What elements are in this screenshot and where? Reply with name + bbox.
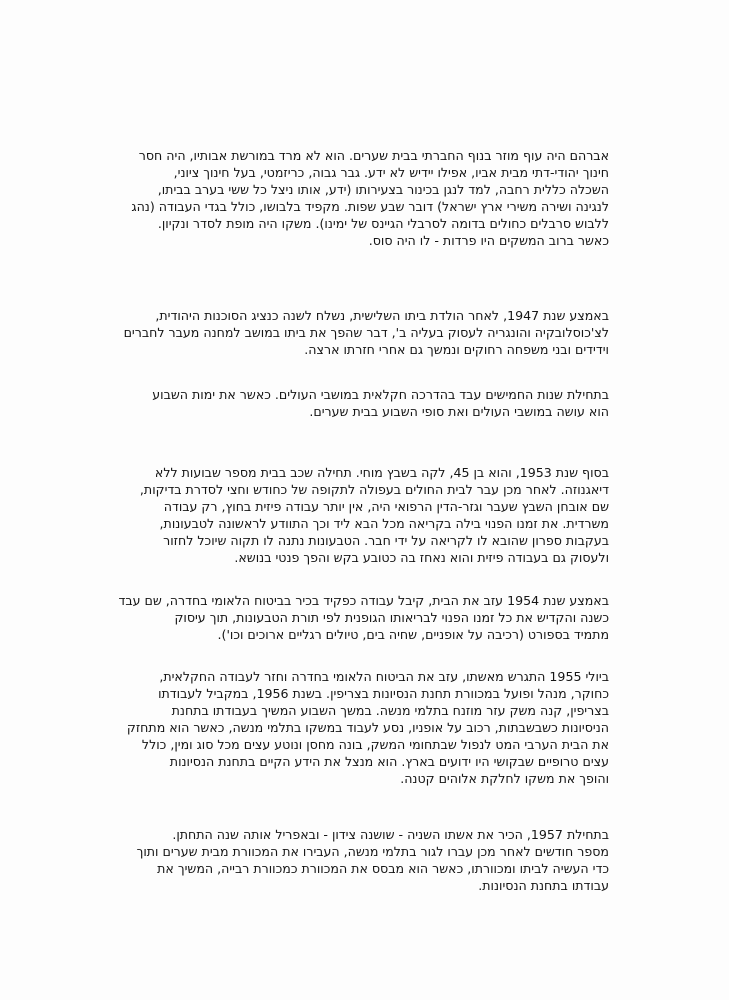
text-line: בעקבות ספרון שהובא לו לקריאה על ידי חבר. הטבעונות נתנה לו תקוה שיוכל לחזור bbox=[163, 533, 609, 548]
text-line: את הבית הערבי המט לנפול שבתחומי המשק, בונה מחסן ונוטע עצים מכל סוג ומין, כולל bbox=[141, 737, 609, 752]
text-line: ולעסוק גם בעבודה פיזית והוא נאחז בה כטובע בקש והפך פנטי בנושא. bbox=[234, 550, 609, 565]
text-line: הוא עושה במושבי העולים ואת סופי השבוע בבית שערים. bbox=[309, 404, 609, 419]
text-line: בסוף שנת 1953, והוא בן 45, לקה בשבץ מוחי. תחילה שכב בבית מספר שבועות ללא bbox=[154, 465, 609, 480]
text-line: וידידים ובני משפחה רחוקים ונמשך גם אחרי חזרתו ארצה. bbox=[304, 342, 609, 357]
text-line: והופך את משקו לחלקת אלוהים קטנה. bbox=[400, 771, 609, 786]
text-line: ביולי 1955 התגרש מאשתו, עזב את הביטוח הלאומי בחדרה וחזר לעבודה החקלאית, bbox=[159, 669, 609, 684]
text-line: בתחילת 1957, הכיר את אשתו השניה - שושנה צידון - ובאפריל אותה שנה התחתן. bbox=[172, 827, 609, 842]
text-line: שם אובחן השבץ שעבר וגזר-הדין הרפואי היה, אין יותר עבודה פיזית בחוץ, רק עבודה bbox=[163, 499, 609, 514]
text-line: ללבוש סרבלים כחולים בדומה לסרבלי הגיינס של ימינו). משקו היה מופת לסדר ונקיון. bbox=[157, 216, 609, 231]
paragraph-3 bbox=[89, 386, 609, 420]
text-line: כדי העשיה לביתו ומכוורתו, כאשר הוא מבסס את המכוורת כמכוורת רבייה, המשיך את bbox=[157, 861, 609, 876]
paragraph-7 bbox=[89, 826, 609, 894]
text-line: לצ'כוסלובקיה והונגריה לעסוק בעליה ב', דבר שהפך את ביתו במושב למחנה מעבר לחברים bbox=[123, 325, 609, 340]
paragraph-1 bbox=[89, 147, 609, 249]
text-line: כאשר ברוב המשקים היו פרדות - לו היה סוס. bbox=[368, 233, 609, 248]
text-line: מספר חודשים לאחר מכן עברו לגור בתלמי מנשה, העבירו את המכוורת מבית שערים ותוך bbox=[136, 844, 609, 859]
text-line: כשנה והקדיש את כל זמנו הפנוי לבריאותו הגופנית לפי תורת הטבעונות, תוך עיסוק bbox=[174, 610, 609, 625]
text-line: בצריפין, קנה משק עזר מוזנח בתלמי מנשה. במשך השבוע המשיך בעבודתו בתחנת bbox=[171, 703, 609, 718]
text-line: מתמיד בספורט (רכיבה על אופניים, שחיה בים, טיולים רגליים ארוכים וכו'). bbox=[217, 627, 609, 642]
text-line: השכלה כללית רחבה, למד לנגן בכינור בצעירותו (ידע, אותו ניצל כל ששי בערב בביתו, bbox=[157, 182, 609, 197]
text-line: הניסיונות כשבשבתות, רכוב על אופניו, נסע לעבוד במשקו בתלמי מנשה, כאשר הוא מתחזק bbox=[126, 720, 609, 735]
paragraph-5 bbox=[89, 592, 609, 643]
text-line: עצים טרופיים שבקושי היו ידועים בארץ. הוא מנצל את הידע הקיים בתחנת הנסיונות bbox=[169, 754, 609, 769]
text-line: לנגינה ושירה משירי ארץ ישראל) דובר שבע שפות. מקפיד בלבושו, כולל בגדי העבודה (נהג bbox=[131, 199, 609, 214]
text-line: אברהם היה עוף מוזר בנוף החברתי בבית שערים. הוא לא מרד במורשת אבותיו, היה חסר bbox=[138, 148, 609, 163]
paragraph-4 bbox=[89, 464, 609, 566]
paragraph-2 bbox=[89, 307, 609, 358]
text-line: חינוך יהודי-דתי מבית אביו, אפילו יידיש לא ידע. גבר גבוה, כריזמטי, בעל חינוך ציוני, bbox=[173, 165, 609, 180]
text-line: עבודתו בתחנת הנסיונות. bbox=[478, 878, 609, 893]
text-line: באמצע שנת 1947, לאחר הולדת ביתו השלישית, נשלח לשנה כנציג הסוכנות היהודית, bbox=[155, 308, 609, 323]
text-line: באמצע שנת 1954 עזב את הבית, קיבל עבודה כפקיד בכיר בביטוח הלאומי בחדרה, שם עבד bbox=[118, 593, 609, 608]
text-line: בתחילת שנות החמישים עבד בהדרכה חקלאית במושבי העולים. כאשר את ימות השבוע bbox=[152, 387, 609, 402]
text-line: דיאגנוזה. לאחר מכן עבר לבית החולים בעפולה לתקופה של כחודש וחצי לסדרת בדיקות, bbox=[139, 482, 609, 497]
paragraph-6 bbox=[89, 668, 609, 787]
text-line: משרדית. את זמנו הפנוי בילה בקריאה מכל הבא ליד וכך התוודע לראשונה לטבעונות, bbox=[159, 516, 609, 531]
text-line: כחוקר, מנהל ופועל במכוורת תחנת הנסיונות בצריפין. בשנת 1956, במקביל לעבודתו bbox=[158, 686, 609, 701]
